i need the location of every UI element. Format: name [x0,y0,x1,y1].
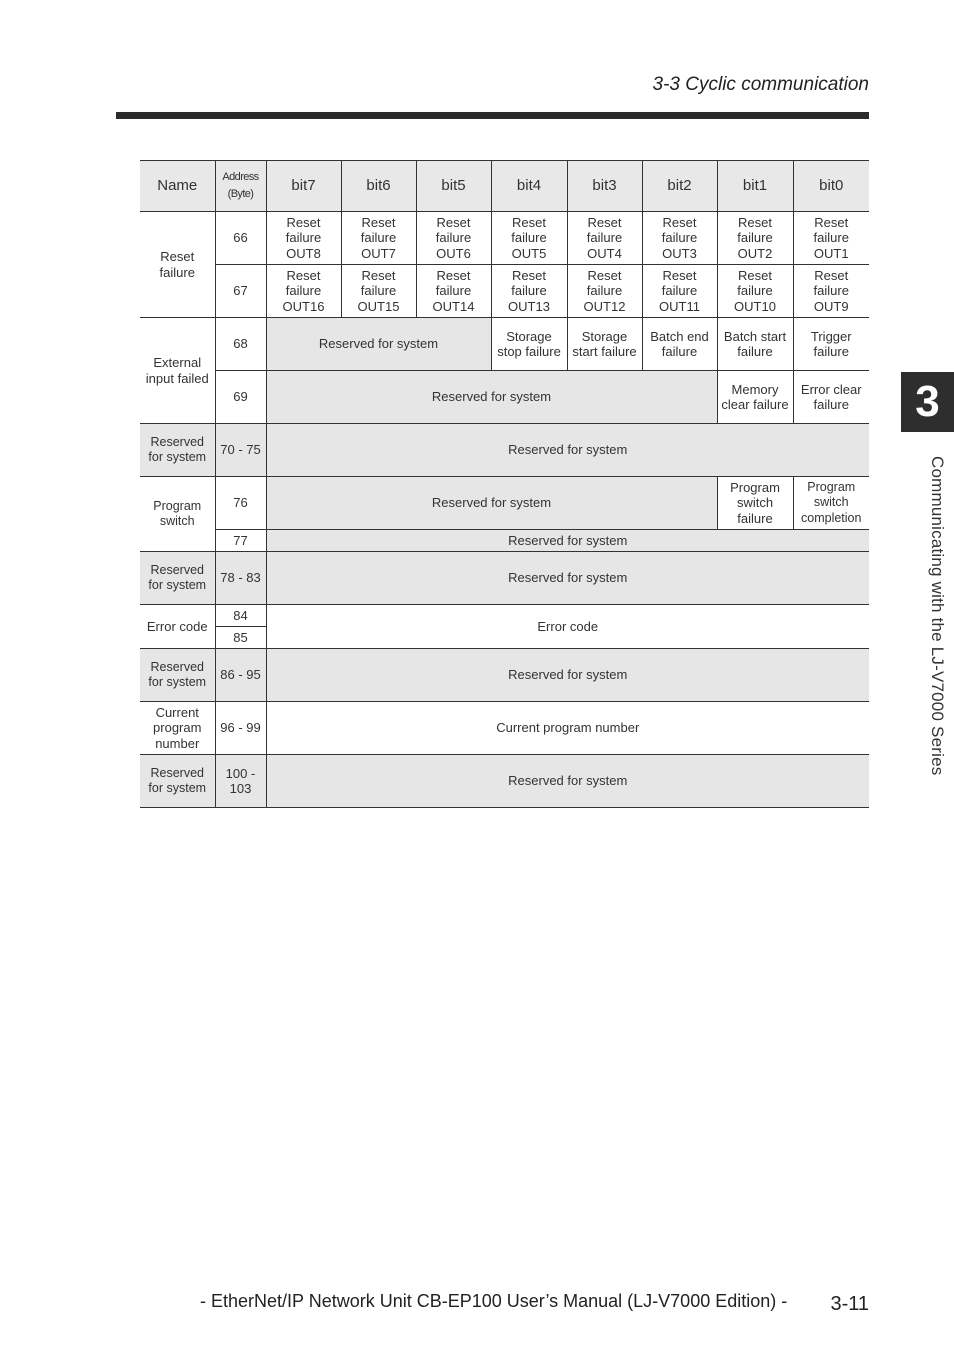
bit-cell: Batch start failure [717,318,793,371]
reserved-cell: Reserved for system [266,755,869,808]
header-name: Name [140,161,215,212]
row-name: Reserved for system [140,552,215,605]
row-name: Error code [140,605,215,649]
bit-cell: Reset failure OUT8 [266,212,341,265]
row-address: 69 [215,371,266,424]
bit-cell: Reset failure OUT14 [416,265,491,318]
row-address: 100 - 103 [215,755,266,808]
bit-cell: Reset failure OUT11 [642,265,717,318]
bit-cell: Reset failure OUT6 [416,212,491,265]
table-row [140,371,869,424]
header-rule [116,112,869,119]
header-bit1: bit1 [717,161,793,212]
row-name: Reserved for system [140,755,215,808]
row-address: 68 [215,318,266,371]
error-code-cell: Error code [266,605,869,649]
row-address: 70 - 75 [215,424,266,477]
side-chapter-title: Communicating with the LJ-V7000 Series [928,456,947,776]
header-bit0: bit0 [793,161,869,212]
table-row [140,605,869,627]
row-address: 66 [215,212,266,265]
header-bit6: bit6 [341,161,416,212]
header-bit2: bit2 [642,161,717,212]
table-row [140,477,869,530]
reserved-cell: Reserved for system [266,318,491,371]
page-number: 3-11 [830,1293,869,1315]
bit-cell: Batch end failure [642,318,717,371]
row-name: Program switch [140,477,215,552]
table-row [140,649,869,702]
row-name: Reserved for system [140,649,215,702]
bit-assignment-table [140,160,869,808]
bit-cell: Memory clear failure [717,371,793,424]
table-row [140,265,869,318]
row-address: 85 [215,627,266,649]
reserved-cell: Reserved for system [266,477,717,530]
bit-cell: Storage stop failure [491,318,567,371]
section-title: 3-3 Cyclic communication [652,74,869,95]
bit-cell: Program switch completion [793,477,869,530]
bit-cell: Reset failure OUT13 [491,265,567,318]
footer-manual-title: - EtherNet/IP Network Unit CB-EP100 User’s Manual (LJ-V7000 Edition) - [200,1291,788,1311]
bit-cell: Error clear failure [793,371,869,424]
bit-cell: Reset failure OUT2 [717,212,793,265]
reserved-cell: Reserved for system [266,530,869,552]
table-row [140,702,869,755]
bit-cell: Reset failure OUT9 [793,265,869,318]
row-name: Reserved for system [140,424,215,477]
header-bit7: bit7 [266,161,341,212]
table-row [140,424,869,477]
bit-cell: Program switch failure [717,477,793,530]
table-header-row [140,161,869,212]
bit-cell: Reset failure OUT5 [491,212,567,265]
row-address: 84 [215,605,266,627]
table-row [140,212,869,265]
bit-cell: Reset failure OUT4 [567,212,642,265]
row-address: 96 - 99 [215,702,266,755]
header-address: Address (Byte) [215,161,266,212]
row-address: 67 [215,265,266,318]
reserved-cell: Reserved for system [266,649,869,702]
table-row [140,552,869,605]
bit-cell: Reset failure OUT10 [717,265,793,318]
row-name: Reset failure [140,212,215,318]
row-address: 86 - 95 [215,649,266,702]
reserved-cell: Reserved for system [266,424,869,477]
row-name: External input failed [140,318,215,424]
table-row [140,755,869,808]
reserved-cell: Reserved for system [266,371,717,424]
row-address: 78 - 83 [215,552,266,605]
row-address: 76 [215,477,266,530]
bit-cell: Reset failure OUT15 [341,265,416,318]
bit-cell: Trigger failure [793,318,869,371]
bit-cell: Reset failure OUT1 [793,212,869,265]
bit-cell: Reset failure OUT16 [266,265,341,318]
bit-cell: Reset failure OUT3 [642,212,717,265]
row-address: 77 [215,530,266,552]
header-bit4: bit4 [491,161,567,212]
bit-cell: Reset failure OUT12 [567,265,642,318]
chapter-tab[interactable]: 3 [901,372,954,432]
reserved-cell: Reserved for system [266,552,869,605]
table-row [140,530,869,552]
bit-cell: Storage start failure [567,318,642,371]
header-bit5: bit5 [416,161,491,212]
header-bit3: bit3 [567,161,642,212]
row-name: Current program number [140,702,215,755]
bit-cell: Reset failure OUT7 [341,212,416,265]
current-program-cell: Current program number [266,702,869,755]
table-row [140,318,869,371]
